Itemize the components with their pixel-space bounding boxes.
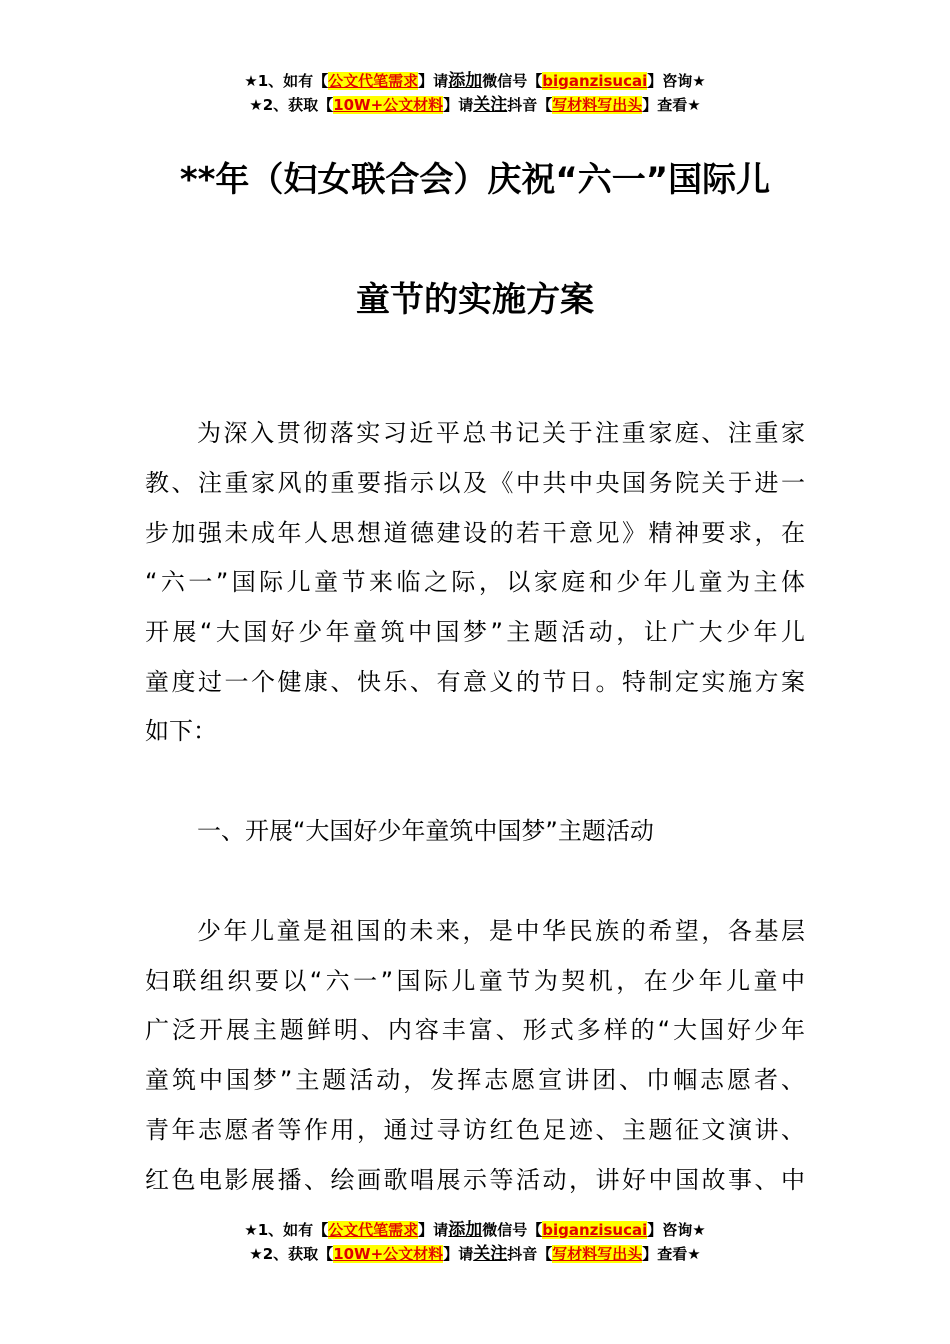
- banner-text: ★1、如有【: [244, 72, 329, 90]
- banner-underline: 关注: [473, 95, 508, 115]
- para1-line: 如下：: [145, 717, 217, 745]
- banner-text: ★2、获取【: [249, 96, 334, 114]
- banner-highlight: 10W+公文材料: [333, 96, 444, 114]
- doc-title-line-2: 童节的实施方案: [356, 280, 594, 320]
- banner-underline: 添加: [448, 1220, 483, 1240]
- banner-line-2: [0, 1242, 950, 1266]
- header-banner: [0, 69, 950, 117]
- banner-text: 】请: [443, 1245, 474, 1263]
- banner-text: 抖音【: [507, 96, 553, 114]
- para1-line: 为深入贯彻落实习近平总书记关于注重家庭、注重家: [197, 419, 805, 447]
- banner-text: ★1、如有【: [244, 1221, 329, 1239]
- banner-highlight: 公文代笔需求: [328, 1221, 419, 1239]
- banner-text: 】查看★: [642, 96, 701, 114]
- banner-text: 】请: [443, 96, 474, 114]
- banner-text: 】请: [418, 72, 449, 90]
- banner-text: 微信号【: [482, 72, 543, 90]
- banner-line-1: [0, 1218, 950, 1242]
- banner-highlight: 写材料写出头: [552, 1245, 643, 1263]
- banner-highlight: 写材料写出头: [552, 96, 643, 114]
- banner-underline: 添加: [448, 71, 483, 91]
- para2-line: 广泛开展主题鲜明、内容丰富、形式多样的“大国好少年: [145, 1016, 805, 1044]
- para1-line: 教、注重家风的重要指示以及《中共中央国务院关于进一: [145, 469, 805, 497]
- banner-highlight: biganzisucai: [542, 1221, 648, 1239]
- banner-text: 】咨询★: [647, 1221, 706, 1239]
- para2-line: 童筑中国梦”主题活动，发挥志愿宣讲团、巾帼志愿者、: [145, 1066, 805, 1094]
- para2-line: 妇联组织要以“六一”国际儿童节为契机，在少年儿童中: [145, 967, 805, 995]
- para2-line: 红色电影展播、绘画歌唱展示等活动，讲好中国故事、中: [145, 1166, 805, 1194]
- para1-line: 童度过一个健康、快乐、有意义的节日。特制定实施方案: [145, 668, 805, 696]
- banner-text: 微信号【: [482, 1221, 543, 1239]
- banner-text: 】查看★: [642, 1245, 701, 1263]
- banner-underline: 关注: [473, 1244, 508, 1264]
- banner-line-2: [0, 93, 950, 117]
- para2-line: 少年儿童是祖国的未来，是中华民族的希望，各基层: [197, 917, 805, 945]
- banner-text: 】请: [418, 1221, 449, 1239]
- section-heading-1: 一、开展“大国好少年童筑中国梦”主题活动: [197, 817, 654, 845]
- banner-line-1: [0, 69, 950, 93]
- banner-highlight: biganzisucai: [542, 72, 648, 90]
- banner-highlight: 公文代笔需求: [328, 72, 419, 90]
- footer-banner: [0, 1218, 950, 1266]
- para1-line: “六一”国际儿童节来临之际，以家庭和少年儿童为主体: [145, 568, 805, 596]
- banner-highlight: 10W+公文材料: [333, 1245, 444, 1263]
- para1-line: 步加强未成年人思想道德建设的若干意见》精神要求，在: [145, 519, 805, 547]
- para1-line: 开展“大国好少年童筑中国梦”主题活动，让广大少年儿: [145, 618, 805, 646]
- banner-text: ★2、获取【: [249, 1245, 334, 1263]
- para2-line: 青年志愿者等作用，通过寻访红色足迹、主题征文演讲、: [145, 1116, 805, 1144]
- doc-title-line-1: **年（妇女联合会）庆祝“六一”国际儿: [179, 160, 771, 200]
- banner-text: 】咨询★: [647, 72, 706, 90]
- banner-text: 抖音【: [507, 1245, 553, 1263]
